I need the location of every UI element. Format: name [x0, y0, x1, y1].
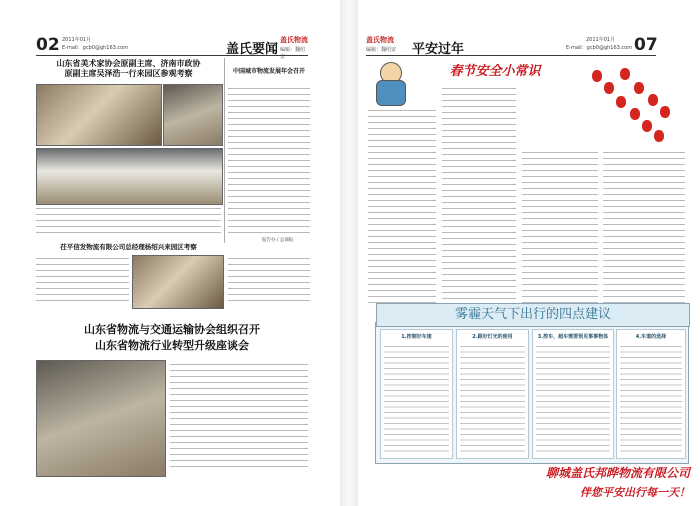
right-editor: 编辑：魏绍安	[366, 47, 397, 53]
right-section-logo: 盖氏物流	[366, 35, 394, 44]
photo-conference	[36, 360, 166, 477]
article-3-body	[170, 362, 308, 470]
headline-3-line2: 山东省物流行业转型升级座谈会	[95, 338, 249, 352]
left-date: 2011年01月	[62, 37, 92, 43]
safety-tips-col1	[368, 108, 436, 308]
headline-3	[36, 322, 308, 354]
right-section-title: 平安过年	[412, 42, 465, 57]
headline-1	[36, 58, 221, 78]
cartoon-figure	[370, 62, 410, 104]
fog-item	[380, 329, 453, 459]
column-divider	[224, 58, 225, 243]
right-email: E-mail：gcb0@gh163.com	[566, 45, 633, 51]
left-email: E-mail：gcb0@gh163.com	[62, 45, 129, 51]
company-name: 聊城盖氏邦晔物流有限公司	[545, 466, 690, 480]
article-2-right-body	[228, 256, 310, 306]
fog-item-heading: 4.车道的选择	[635, 334, 667, 340]
fog-item-heading: 3.控车、超车需要预见事事物体	[537, 334, 609, 340]
right-date: 2011年01月	[586, 37, 616, 43]
headline-1-line2: 原副主席吴泽浩一行来园区参观考察	[64, 68, 193, 78]
fog-title: 雾霾天气下出行的四点建议	[376, 303, 690, 327]
sidebar-reporter: 报告办 / 总部报	[262, 238, 294, 243]
sidebar-article-body	[228, 86, 310, 234]
photo-meeting-1	[36, 84, 162, 146]
right-page-number: 07	[634, 35, 658, 55]
left-header	[36, 33, 308, 60]
fog-item	[532, 329, 614, 459]
headline-2: 茌平信发物流有限公司总经理杨绍兴来园区考察	[60, 243, 197, 251]
article-1-body	[36, 206, 221, 236]
photo-visit	[132, 255, 224, 309]
fog-item-heading: 2.跟好灯光的使用	[472, 334, 513, 340]
left-section-logo: 盖氏物流	[280, 35, 308, 44]
headline-3-line1: 山东省物流与交通运输协会组织召开	[84, 323, 260, 336]
right-header	[366, 33, 656, 56]
feature-title: 春节安全小常识	[449, 64, 541, 79]
fog-item	[616, 329, 686, 459]
slogan: 伴您平安出行每一天！	[580, 486, 690, 499]
firecracker-decoration	[590, 60, 680, 150]
sidebar-headline: 中国城市物流发展年会召开	[232, 68, 305, 75]
photo-meeting-2	[163, 84, 223, 146]
fog-advice-panel	[375, 307, 689, 464]
photo-meeting-3	[36, 148, 223, 205]
article-2-body	[36, 256, 129, 306]
left-editor: 编辑：魏绍安	[280, 47, 306, 60]
fog-item	[456, 329, 529, 459]
safety-tips-col2	[442, 86, 516, 308]
left-section-title: 盖氏要闻	[226, 42, 279, 57]
left-page	[0, 0, 340, 506]
safety-tips-col4	[603, 150, 685, 308]
left-page-number: 02	[36, 35, 60, 55]
headline-1-line1: 山东省美术家协会原副主席、济南市政协	[56, 58, 201, 68]
fog-item-heading: 1.控制好车速	[401, 334, 432, 340]
page-gutter	[340, 0, 358, 506]
safety-tips-col3	[522, 150, 598, 308]
